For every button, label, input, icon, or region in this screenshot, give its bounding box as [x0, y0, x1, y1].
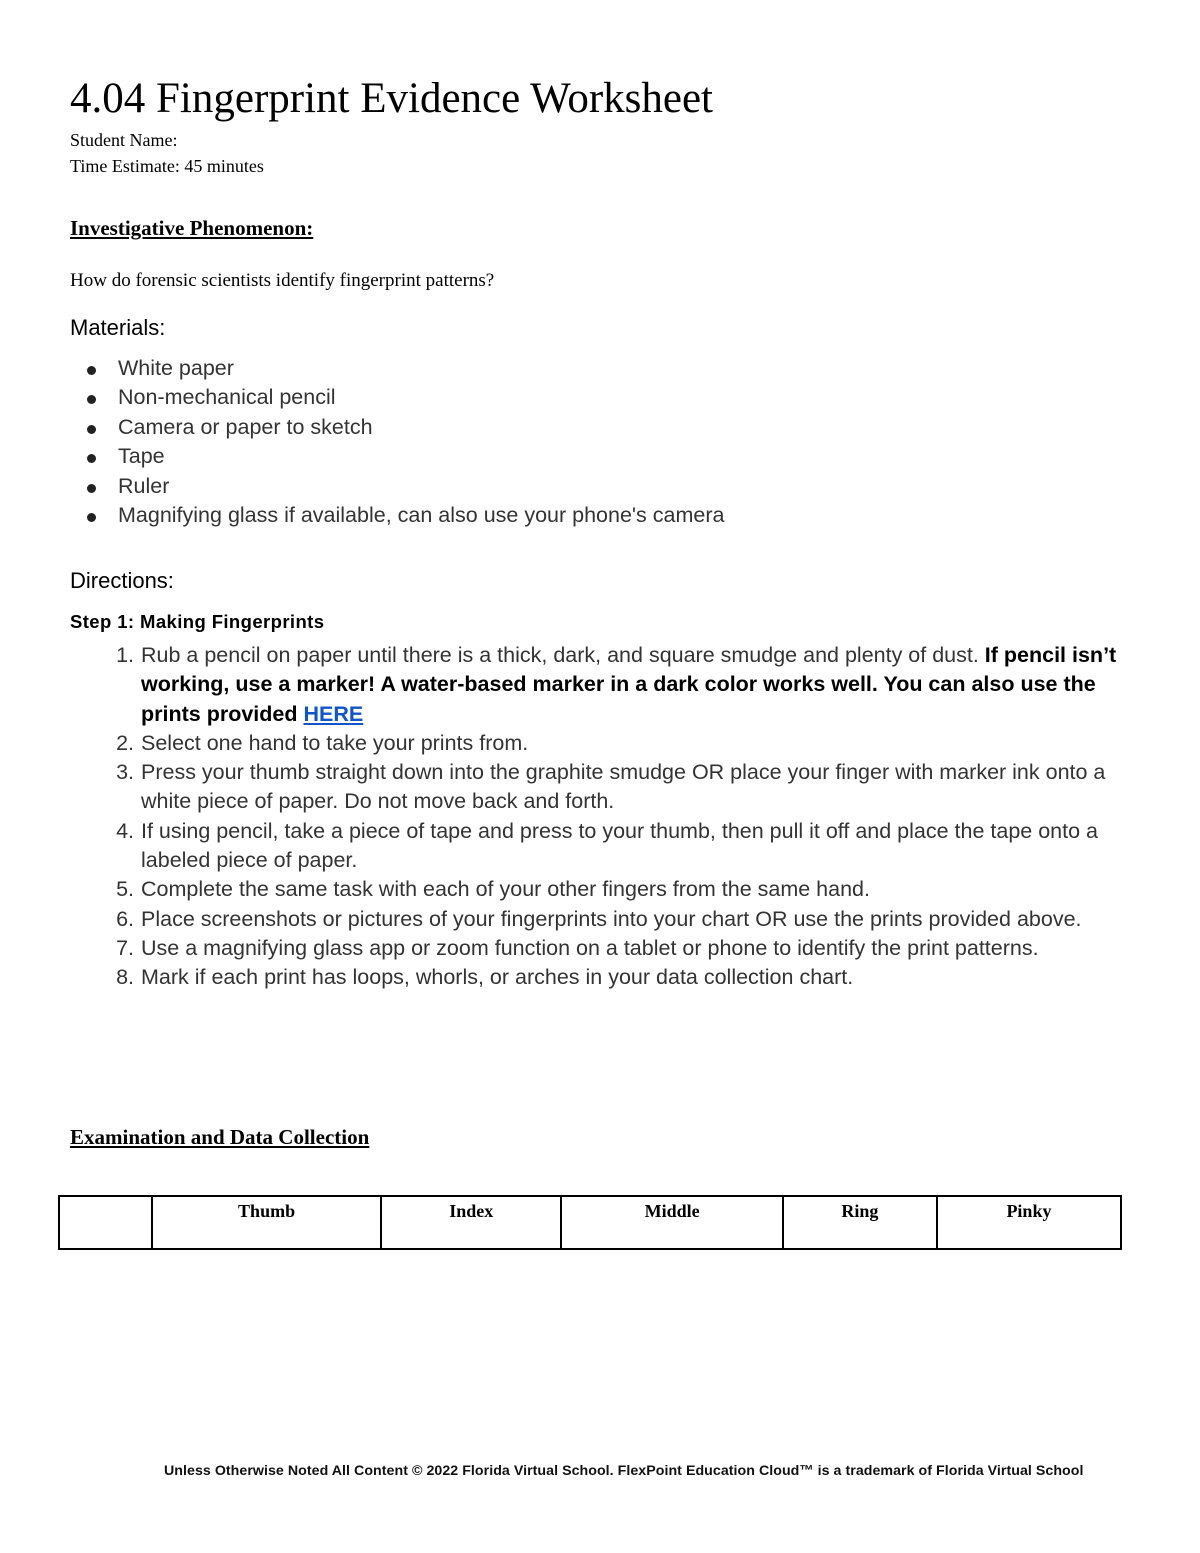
list-item: 7. Use a magnifying glass app or zoom function on a tablet or phone to identify the print patterns. [116, 935, 1039, 960]
material-label: Camera or paper to sketch [118, 414, 373, 439]
material-label: Magnifying glass if available, can also use your phone's camera [118, 502, 725, 527]
list-item [70, 442, 724, 471]
footer-copyright: Unless Otherwise Noted All Content © 2022 Florida Virtual School. FlexPoint Education Cloud™ is a trademark of Florida Virtual School [164, 1463, 1084, 1479]
bullet-icon [87, 484, 96, 493]
material-label: Non-mechanical pencil [118, 385, 336, 410]
list-item [70, 354, 724, 383]
list-item [70, 472, 724, 501]
list-item [70, 413, 724, 442]
direction-text: Mark if each print has loops, whorls, or arches in your data collection chart. [141, 965, 854, 990]
step1-heading: Step 1: Making Fingerprints [70, 611, 325, 632]
direction-text: Rub a pencil on paper until there is a thick, dark, and square smudge and plenty of dust. [141, 643, 985, 667]
list-item [70, 501, 724, 530]
table-header-cell[interactable]: Ring [783, 1196, 937, 1249]
table-header-cell[interactable]: Middle [561, 1196, 783, 1249]
material-label: White paper [118, 356, 234, 380]
student-name-label: Student Name: [70, 130, 178, 150]
time-estimate: Time Estimate: 45 minutes [70, 156, 264, 176]
materials-heading: Materials: [70, 315, 166, 340]
list-item: 1. Rub a pencil on paper until there is a thick, dark, and square smudge and plenty of dust. If pencil isn’t working, use a marker! A water-based marker in a dark color works well. You can also use the prints provided HERE [116, 643, 1117, 726]
directions-list [70, 641, 1135, 993]
direction-text: Complete the same task with each of your other fingers from the same hand. [141, 877, 870, 902]
direction-text: Use a magnifying glass app or zoom function on a tablet or phone to identify the print patterns. [141, 935, 1039, 960]
direction-text: Place screenshots or pictures of your fingerprints into your chart OR use the prints provided above. [141, 906, 1082, 931]
bullet-icon [87, 425, 96, 434]
page-title: 4.04 Fingerprint Evidence Worksheet [70, 75, 713, 122]
table-header-row [59, 1196, 1121, 1249]
list-item: 6. Place screenshots or pictures of your fingerprints into your chart OR use the prints provided above. [116, 906, 1082, 931]
bullet-icon [87, 513, 96, 522]
direction-bold-text: If pencil isn’t working, use a marker! A water-based marker in a dark color works well. You can also use the prints provided [141, 643, 1117, 726]
material-label: Ruler [118, 473, 170, 498]
table-header-cell[interactable] [59, 1196, 152, 1249]
table-header-cell[interactable]: Pinky [937, 1196, 1121, 1249]
bullet-icon [87, 395, 96, 404]
table-header-cell[interactable]: Thumb [152, 1196, 381, 1249]
bullet-icon [87, 366, 96, 375]
direction-text: Select one hand to take your prints from. [141, 730, 529, 755]
list-item: 8. Mark if each print has loops, whorls, or arches in your data collection chart. [116, 965, 854, 990]
here-link[interactable]: HERE [303, 701, 364, 726]
exam-heading: Examination and Data Collection [70, 1125, 370, 1149]
list-item [70, 383, 724, 412]
table-header-cell[interactable]: Index [381, 1196, 561, 1249]
phenomenon-heading: Investigative Phenomenon: [70, 216, 314, 240]
direction-text: Press your thumb straight down into the graphite smudge OR place your finger with marker ink onto a white piece of paper. Do not move back and forth. [141, 760, 1106, 814]
bullet-icon [87, 454, 96, 463]
materials-list [70, 354, 724, 530]
material-label: Tape [118, 444, 165, 469]
list-item: 4. If using pencil, take a piece of tape and press to your thumb, then pull it off and place the tape onto a labeled piece of paper. [116, 818, 1098, 873]
data-collection-table [58, 1195, 1122, 1250]
phenomenon-question: How do forensic scientists identify fingerprint patterns? [70, 270, 495, 291]
direction-text: If using pencil, take a piece of tape and press to your thumb, then pull it off and place the tape onto a labeled piece of paper. [141, 818, 1098, 873]
list-item: 5. Complete the same task with each of your other fingers from the same hand. [116, 877, 870, 902]
list-item: 3. Press your thumb straight down into the graphite smudge OR place your finger with marker ink onto a white piece of paper. Do not move back and forth. [116, 760, 1106, 814]
list-item: 2. Select one hand to take your prints from. [116, 730, 529, 755]
directions-heading: Directions: [70, 568, 174, 593]
